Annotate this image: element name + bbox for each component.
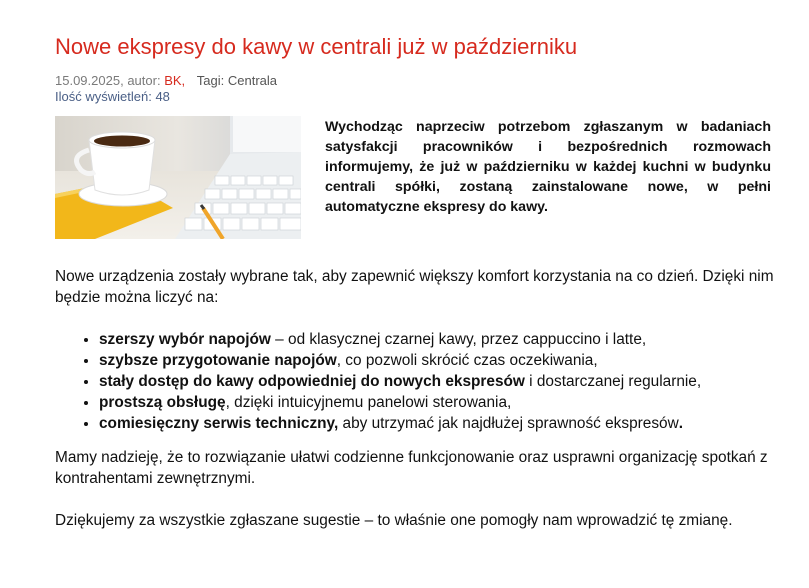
article-thanks: Dziękujemy za wszystkie zgłaszane sugestie – to właśnie one pomogły nam wprowadzić tę zmianę. <box>55 512 733 529</box>
publish-date: 15.09.2025, <box>55 73 124 88</box>
tags-label: Tagi: <box>196 73 225 88</box>
tag-link[interactable]: Centrala <box>227 73 278 88</box>
views-value: 48 <box>155 89 170 104</box>
article-intro: Nowe urządzenia zostały wybrane tak, aby zapewnić większy komfort korzystania na co dzień. Dzięki nim będzie można liczyć na: <box>55 268 774 306</box>
views-label: Ilość wyświetleń: <box>55 89 152 104</box>
article-title: Nowe ekspresy do kawy w centrali już w październiku <box>55 34 578 59</box>
author-link[interactable]: BK, <box>164 73 186 88</box>
author-label: autor: <box>127 73 161 88</box>
features-list <box>55 329 799 434</box>
article-lead: Wychodząc naprzeciw potrzebom zgłaszanym w badaniach satysfakcji pracowników i bezpośrednich rozmowach informujemy, że już w październiku w każdej kuchni w budynku centrali spółki, zostaną zainstalowane nowe, w pełni automatyczne ekspresy do kawy. <box>325 119 771 215</box>
list-item: • prostszą obsługę, dzięki intuicyjnemu panelowi sterowania, <box>99 392 799 413</box>
list-item: • stały dostęp do kawy odpowiedniej do nowych ekspresów i dostarczanej regularnie, <box>99 371 799 392</box>
list-item: • szybsze przygotowanie napojów, co pozwoli skrócić czas oczekiwania, <box>99 350 799 371</box>
list-item: • comiesięczny serwis techniczny, aby utrzymać jak najdłużej sprawność ekspresów. <box>99 413 799 434</box>
article-meta <box>55 73 277 105</box>
article-closing: Mamy nadzieję, że to rozwiązanie ułatwi codzienne funkcjonowanie oraz usprawni organizację spotkań z kontrahentami zewnętrznymi. <box>55 449 768 487</box>
coffee-cup-laptop-photo <box>55 116 301 239</box>
list-item: • szerszy wybór napojów – od klasycznej czarnej kawy, przez cappuccino i latte, <box>99 329 799 350</box>
view-count <box>55 89 277 105</box>
